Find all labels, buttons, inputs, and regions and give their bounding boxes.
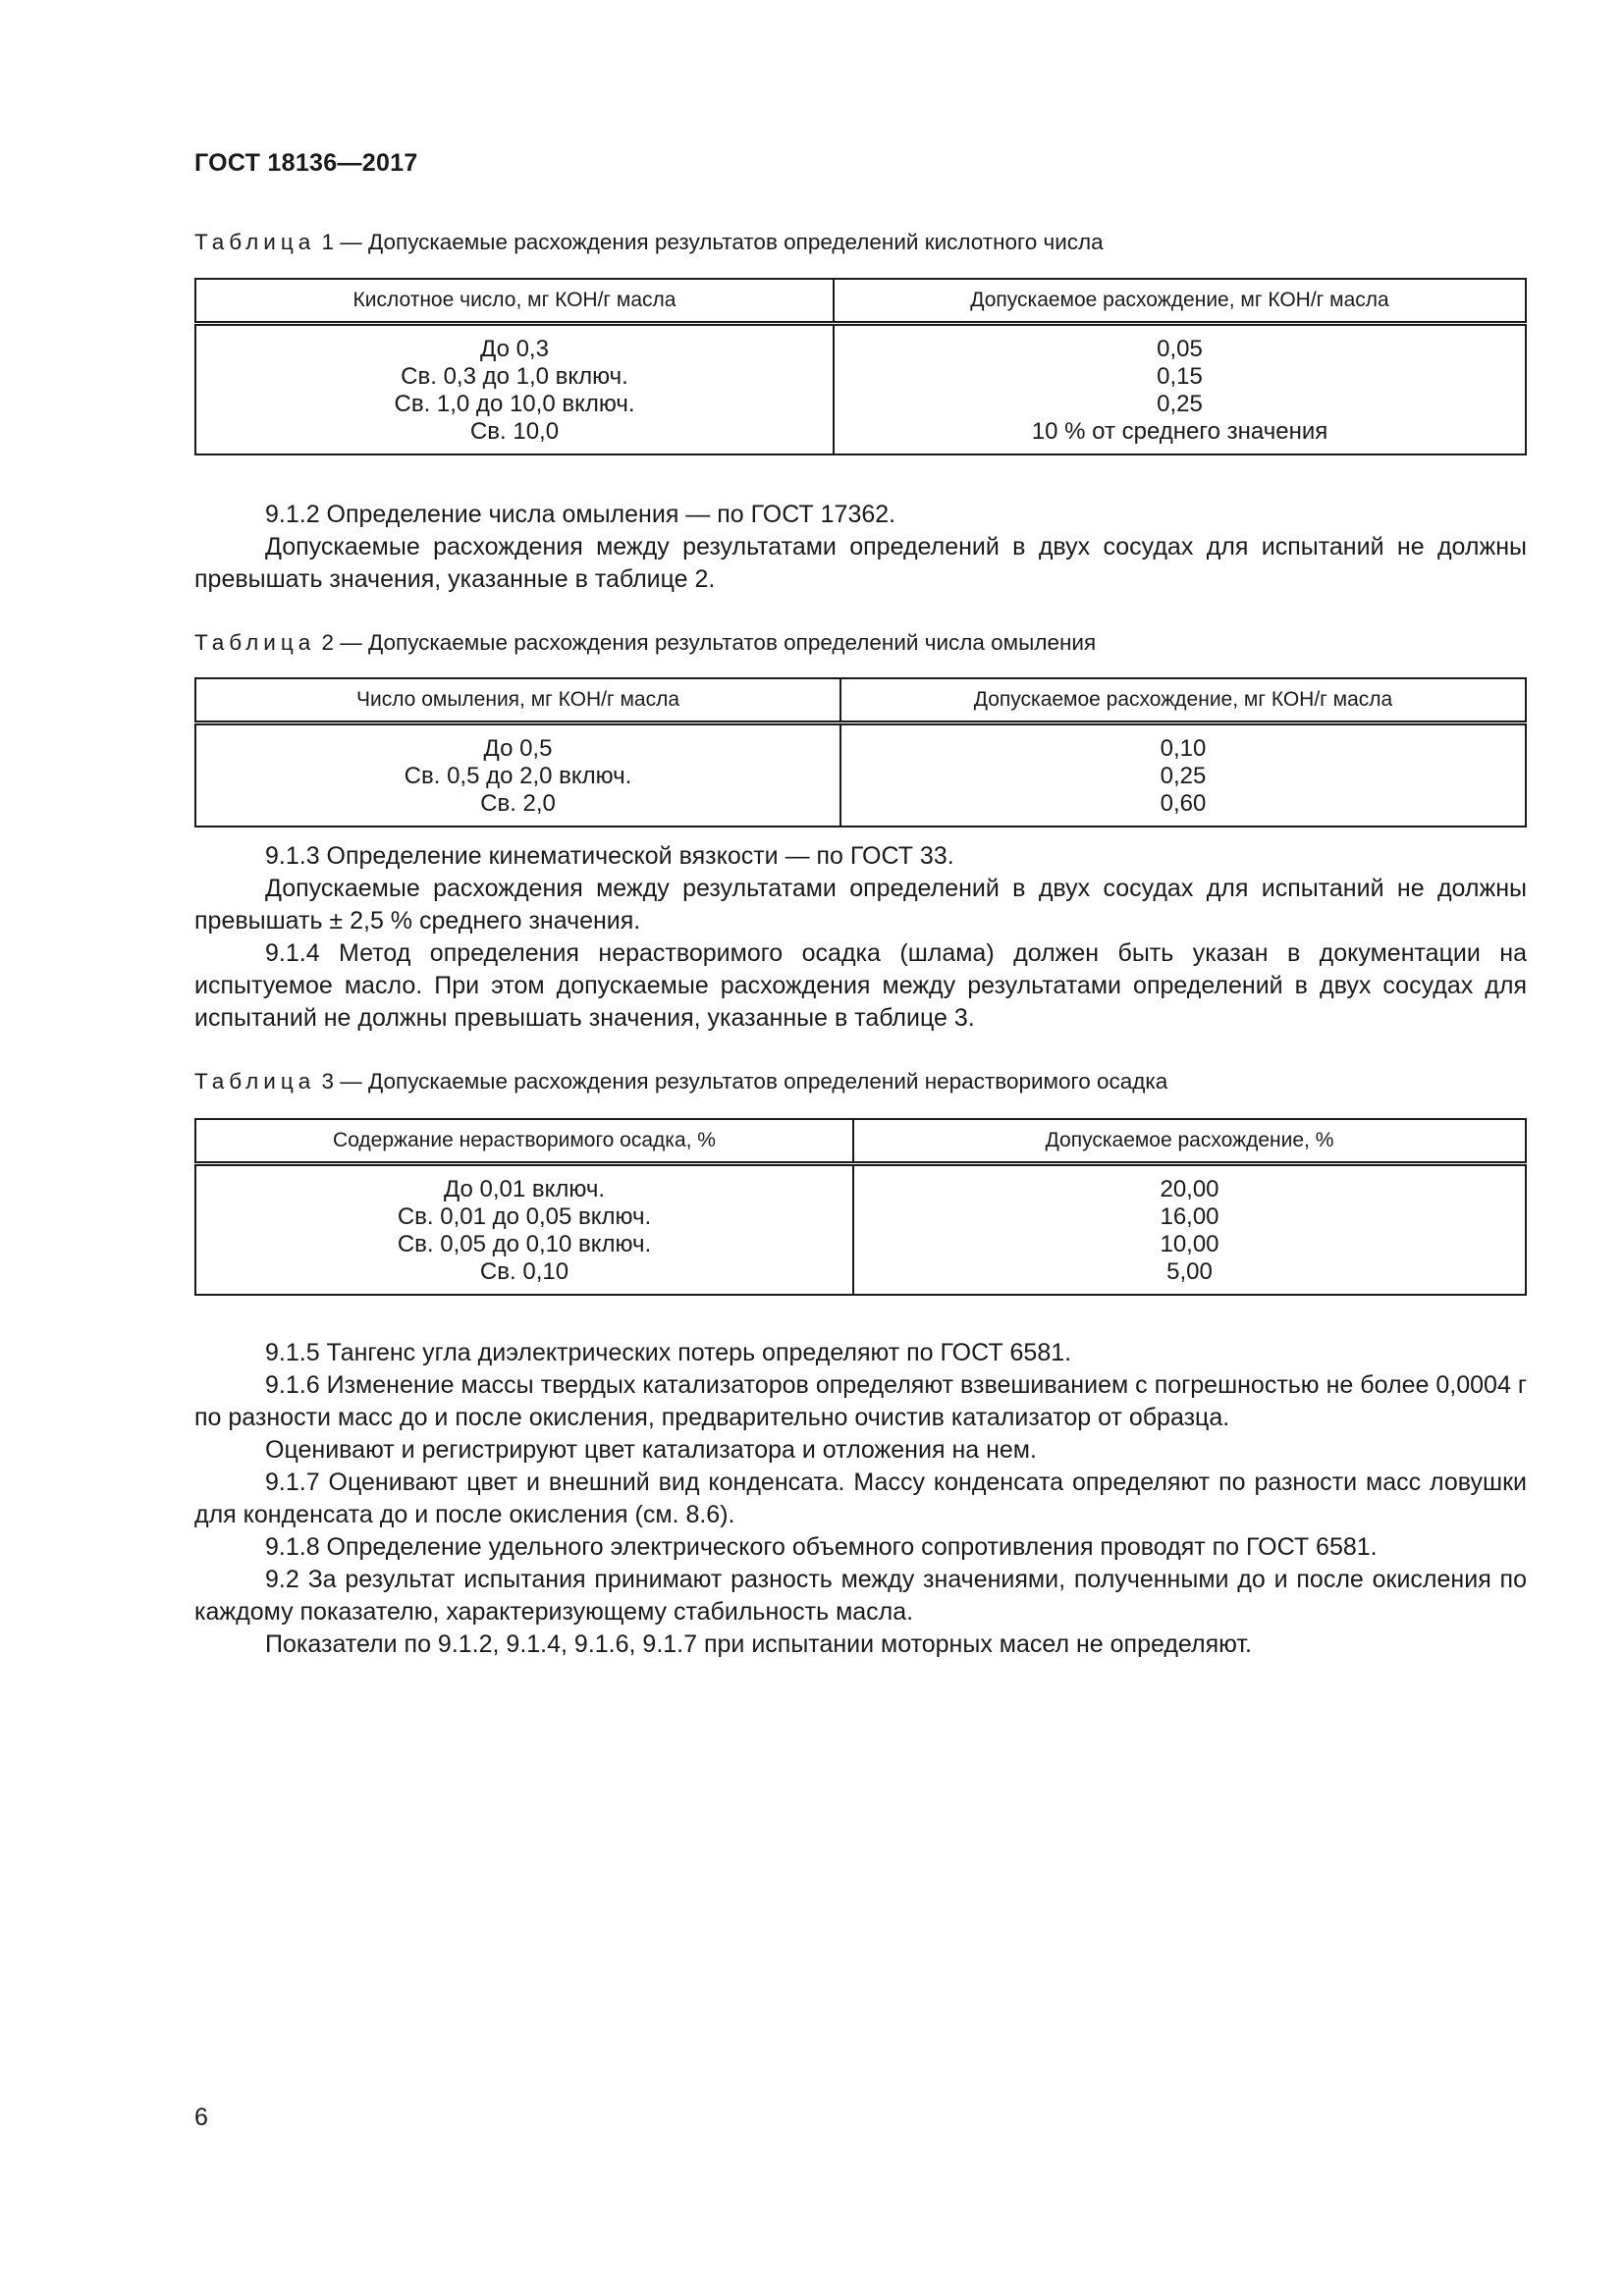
table1-col1-header: Кислотное число, мг КОН/г масла xyxy=(195,279,834,324)
table-row xyxy=(195,324,1526,455)
table3-col2-cell xyxy=(853,1164,1526,1296)
document-header: ГОСТ 18136—2017 xyxy=(194,149,418,177)
paragraph-9-1-5-to-9-2 xyxy=(194,1337,1527,1661)
table1-col2-header: Допускаемое расхождение, мг КОН/г масла xyxy=(834,279,1526,324)
table1-col1-value: Св. 1,0 до 10,0 включ. xyxy=(394,391,635,417)
table2-col1-cell xyxy=(195,723,840,828)
table2-col1-value: Св. 2,0 xyxy=(480,790,556,817)
table3-col2-value: 20,00 xyxy=(1160,1176,1219,1202)
paragraph-text: 9.1.5 Тангенс угла диэлектрических потерь определяют по ГОСТ 6581. xyxy=(265,1339,1072,1366)
table1-col2-value: 0,05 xyxy=(1157,336,1203,362)
table2-caption xyxy=(194,630,1096,656)
table3-caption xyxy=(194,1069,1167,1095)
table2-col2-cell xyxy=(840,723,1526,828)
table3-col1-value: Св. 0,05 до 0,10 включ. xyxy=(397,1231,652,1257)
table3-caption-text: 3 — Допускаемые расхождения результатов определений нерастворимого осадка xyxy=(315,1069,1168,1094)
paragraph-text: 9.1.4 Метод определения нерастворимого осадка (шлама) должен быть указан в документации на испытуемое масло. При этом допускаемые расхождения между результатами определений в двух сосудах для испытаний не должны превышать значения, указанные в таблице 3. xyxy=(194,939,1527,1032)
page-number: 6 xyxy=(194,2104,208,2131)
table3-caption-prefix: Таблица xyxy=(194,1069,316,1094)
table-row xyxy=(195,1164,1526,1296)
paragraph-text: 9.2 За результат испытания принимают разность между значениями, полученными до и после окисления по каждому показателю, характеризующему стабильность масла. xyxy=(194,1566,1527,1626)
paragraph-text: 9.1.8 Определение удельного электрического объемного сопротивления проводят по ГОСТ 6581. xyxy=(265,1533,1378,1561)
paragraph-text: Допускаемые расхождения между результатами определений в двух сосудах для испытаний не должны превышать ± 2,5 % среднего значения. xyxy=(194,875,1527,934)
table3-col2-value: 10,00 xyxy=(1160,1231,1219,1257)
table2-col1-value: Св. 0,5 до 2,0 включ. xyxy=(404,763,632,789)
table1-col2-value: 0,25 xyxy=(1157,391,1203,417)
paragraph-text: Показатели по 9.1.2, 9.1.4, 9.1.6, 9.1.7 при испытании моторных масел не определяют. xyxy=(265,1630,1252,1658)
table2-col2-header: Допускаемое расхождение, мг КОН/г масла xyxy=(840,678,1526,723)
table1-col2-value: 0,15 xyxy=(1157,363,1203,390)
table3-col1-value: До 0,01 включ. xyxy=(443,1176,606,1202)
table1-col1-value: Св. 10,0 xyxy=(469,418,560,445)
paragraph-9-1-3 xyxy=(194,840,1527,1035)
table1-caption xyxy=(194,230,1104,255)
table3-col1-value: Св. 0,10 xyxy=(479,1258,569,1285)
table1-col1-cell xyxy=(195,324,834,455)
paragraph-text: 9.1.2 Определение числа омыления — по ГОСТ 17362. xyxy=(265,501,896,528)
table3-col1-cell xyxy=(195,1164,853,1296)
table-row xyxy=(195,723,1526,828)
table1 xyxy=(194,278,1527,455)
table3-col2-value: 5,00 xyxy=(1166,1258,1213,1285)
table2 xyxy=(194,677,1527,828)
table3-col1-value: Св. 0,01 до 0,05 включ. xyxy=(397,1203,652,1230)
table3 xyxy=(194,1118,1527,1296)
paragraph-text: 9.1.7 Оценивают цвет и внешний вид конденсата. Массу конденсата определяют по разности масс ловушки для конденсата до и после окисления (см. 8.6). xyxy=(194,1468,1527,1528)
table2-caption-prefix: Таблица xyxy=(194,630,316,655)
table1-col1-value: До 0,3 xyxy=(480,336,549,362)
paragraph-text: Оценивают и регистрируют цвет катализатора и отложения на нем. xyxy=(265,1436,1037,1464)
paragraph-9-1-2 xyxy=(194,499,1527,596)
paragraph-text: 9.1.6 Изменение массы твердых катализаторов определяют взвешиванием с погрешностью не более 0,0004 г по разности масс до и после окисления, предварительно очистив катализатор от образца. xyxy=(194,1371,1527,1431)
table2-col2-value: 0,10 xyxy=(1160,735,1207,762)
table2-col1-header: Число омыления, мг КОН/г масла xyxy=(195,678,840,723)
table2-col1-value: До 0,5 xyxy=(483,735,553,762)
paragraph-text: Допускаемые расхождения между результатами определений в двух сосудах для испытаний не должны превышать значения, указанные в таблице 2. xyxy=(194,533,1527,593)
table3-col1-header: Содержание нерастворимого осадка, % xyxy=(195,1119,853,1164)
table2-caption-text: 2 — Допускаемые расхождения результатов определений числа омыления xyxy=(315,630,1097,655)
table1-col2-cell xyxy=(834,324,1526,455)
paragraph-text: 9.1.3 Определение кинематической вязкости — по ГОСТ 33. xyxy=(265,842,954,870)
table1-col1-value: Св. 0,3 до 1,0 включ. xyxy=(401,363,628,390)
table2-col2-value: 0,60 xyxy=(1160,790,1207,817)
table3-col2-value: 16,00 xyxy=(1160,1203,1219,1230)
table1-col2-value: 10 % от среднего значения xyxy=(1031,418,1328,445)
table1-caption-prefix: Таблица xyxy=(194,230,316,254)
table1-caption-text: 1 — Допускаемые расхождения результатов определений кислотного числа xyxy=(315,230,1104,254)
table3-col2-header: Допускаемое расхождение, % xyxy=(853,1119,1526,1164)
table2-col2-value: 0,25 xyxy=(1160,763,1207,789)
